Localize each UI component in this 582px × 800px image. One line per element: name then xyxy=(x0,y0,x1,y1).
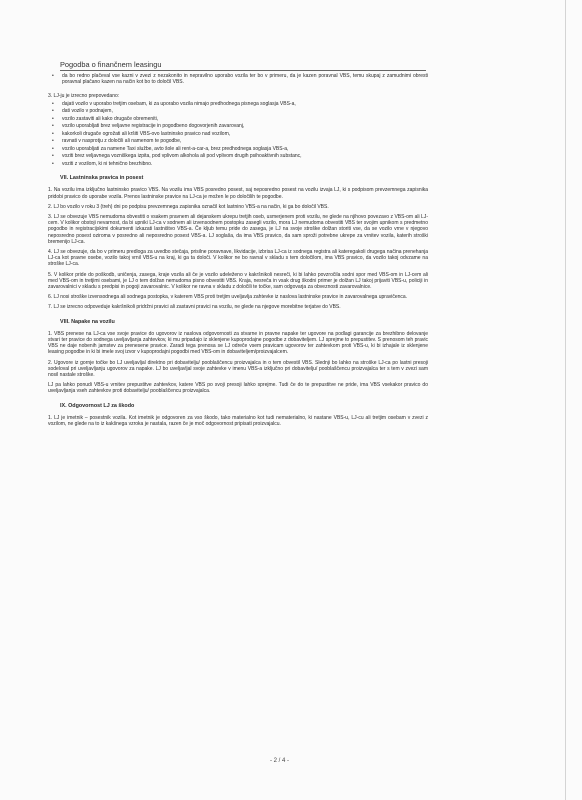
section-vii-paragraph: 1. Na vozilu ima izključno lastninsko pravico VBS. Na vozilu ima VBS posredno posest, saj neposredno posest na vozilu izvaja LJ, ki s podpisom prevzemnega zapisnika pridobi pravico do uporabe vozila. Prenos lastninske pravice na LJ-ca je možen le po določilih te pogodbe. xyxy=(48,187,428,200)
bullet-icon: • xyxy=(52,145,54,152)
page-number: - 2 / 4 - xyxy=(270,758,290,764)
list-item: • ravnati v nasprotju z določili ali namenom te pogodbe, xyxy=(52,138,182,145)
section-viii-title: VIII. Napake na vozilu xyxy=(60,318,115,325)
scan-edge-line xyxy=(565,0,566,800)
document-header-title: Pogodba o finančnem leasingu xyxy=(60,60,162,69)
section-vii-paragraph: 5. V kolikor pride do poškodb, uničenja, zasega, kraje vozila ali če je vozilo udeleženo v kakršnikoli nesreči, ki bi lahko povzročila sodni spor med VBS-om in LJ-cem ali med VBS-om in tretjimi osebami, je LJ o tem dolžan nemudoma pisno obvestiti VBS. Kraja, nesreča in vsak drug škodni primer je dolžan LJ takoj prijaviti VBS-u, policiji in zavarovalnici v skladu s predpisi in pogoji zavarovalnic. V kolikor ne ravna v skladu z določili te točke, sam odgovarja za obveznosti zavarovalnice. xyxy=(48,271,428,290)
bullet-icon: • xyxy=(52,115,54,122)
list-item: • dajati vozilo v uporabo tretjim osebam, ki za uporabo vozila nimajo predhodnega pisnega soglasja VBS-a, xyxy=(52,100,296,107)
section-viii-paragraph: 2. Ugovore iz gornje točke bo LJ uveljavljal direktno pri dobavitelju/ pooblaščencu proizvajalca in o tem obvestil VBS. Slednji bo lahko na stroške LJ-ca po lastni presoji sodeloval pri uveljavljanju ugovorov za napake. LJ bo uveljavljal svoje zahtevke v imenu VBS-a izključno pri dobavitelju/ pooblaščencu proizvajalca ter s tem v zvezi sam nosil nastale stroške. xyxy=(48,359,428,378)
bullet-icon: • xyxy=(52,123,54,130)
section-vii-paragraph: 3. LJ se obvezuje VBS nemudoma obvestiti o vsakem pravnem ali dejanskem ukrepu tretjih oseb, usmerjenem proti vozilu, ne glede na njihovo povezavo z VBS-om ali LJ-cem. V kolikor obstoji nevarnost, da bi upniki LJ-ca v sodnem ali izvensodnem postopku zasegli vozilo, mora LJ nemudoma obvestiti VBS ter svojim upnikom s predmetno pogodbo in registracijskimi dokumenti izkazati lastništvo VBS-a. Če kljub temu pride do zasega, je LJ na svoje stroške dolžan storiti vse, da se vozilo vrne v njegovo neposredno posest oziroma v posredno ali neposredno posest VBS-a. LJ soglaša, da ima VBS pravico, da sam sproži potrebne ukrepe za vrnitev vozila, katerih stroški bremenijo LJ-ca. xyxy=(48,213,428,245)
section-ix-title: IX. Odgovornost LJ za škodo xyxy=(60,402,135,409)
bullet-icon: • xyxy=(52,160,54,167)
bullet-icon: • xyxy=(52,108,54,115)
document-body xyxy=(48,73,428,431)
list-item: • dati vozilo v podnajem, xyxy=(52,108,113,115)
list-item: • voziti z vozilom, ki ni tehnično brezhibno. xyxy=(52,160,153,167)
bullet-icon: • xyxy=(52,153,54,160)
list-item: • vozilo uporabljati brez veljavne registracije in pogodbeno dogovorjenih zavarovanj, xyxy=(52,123,245,130)
section-ix-paragraph: 1. LJ je imetnik – posestnik vozila. Kot imetnik je odgovoren za vso škodo, tako materialno kot tudi nematerialno, ki nastane VBS-u, LJ-cu ali tretjim osebam v zvezi z vozilom, ne glede na to iz kakšnega vzroka je nastala, razen če je moč odgovornost pripisati proizvajalcu. xyxy=(48,414,428,427)
list-item: • vozilo uporabljati za namene Taxi službe, avto šole ali rent-a-car-a, brez predhodnega soglasja VBS-a, xyxy=(52,145,289,152)
list-item: • voziti brez veljavnega vozniškega izpita, pod vplivom alkohola ali pod vplivom drugih psihoaktivnih substanc, xyxy=(52,153,302,160)
section-viii-paragraph: LJ pa lahko ponudi VBS-u vrnitev prepustitve zahtevkov, katere VBS po svoji presoji lahko sprejme. Tudi če do te prepustitve ne pride, ima VBS vsekakor pravico do uveljavljanja vseh zahtevkov proti dobavitelju/ pooblaščencu proizvajalca. xyxy=(48,382,428,395)
header-rule xyxy=(60,70,426,71)
bullet-icon: • xyxy=(52,73,54,79)
section-vii-title: VII. Lastninska pravica in posest xyxy=(60,175,144,182)
section-vii-paragraph: 7. LJ se izrecno odpoveduje kakršnikoli pridržni pravici ali zastavni pravici na vozilu, ne glede na njegove morebitne terjatve do VBS. xyxy=(48,304,341,311)
section-vii-paragraph: 2. LJ bo vozilo v roku 3 (treh) dni po podpisu prevzemnega zapisnika označil kot lastnino VBS-a na način, ki ga bo določil VBS. xyxy=(48,203,329,210)
list-item: • vozilo zastaviti ali kako drugače obremeniti, xyxy=(52,115,159,122)
section-viii-paragraph: 1. VBS prenese na LJ-ca vse svoje pravice do ugovorov iz naslova odgovornosti za stvarne in pravne napake ter ugovore na podlagi garancije za brezhibno delovanje stvari ter pravice do sodnega uveljavljanja zahtevkov, ki mu pripadajo iz sklenjene kupoprodajne pogodbe z dobaviteljem. LJ sprejme to prepustitev. S prenosom teh pravic VBS ne daje nobenih jamstev za prenesene pravice. Zaradi tega prenosa se LJ odreče vsem pravicam ugovorov ter zahtevkom proti VBS-u, ki bi izhajale iz sklenjene leasing pogodbe in ki bi imele svoj izvor v kupoprodajni pogodbi med VBS-om in dobaviteljem/proizvajalcem. xyxy=(48,330,428,356)
bullet-icon: • xyxy=(52,100,54,107)
item-3-heading: 3. LJ-ju je izrecno prepovedano: xyxy=(48,92,120,99)
list-item: • da bo redno plačeval vse kazni v zvezi z nezakonito in nepravilno uporabo vozila ter bo v primeru, da je kazen poravnal VBS, temu skupaj z zamudnimi obresti poravnal plačano kazen na način kot bo to določil VBS. xyxy=(52,73,428,86)
bullet-icon: • xyxy=(52,130,54,137)
section-vii-paragraph: 4. LJ se obvezuje, da bo v primeru predloga za uvedbo stečaja, prisilne poravnave, likvidacije, izbrisa LJ-ca iz sodnega registra ali kateregakoli drugega načina prenehanja LJ-ca kot pravne osebe, vozilo takoj vrnil VBS-u na kraj, ki ga ta določi. V kolikor ne bo ravnal v skladu s tem določilom, ima VBS pravico, da vozilo takoj odvzame na stroške LJ-ca. xyxy=(48,248,428,268)
list-item: • kakorkoli drugače ogrožati ali kršiti VBS-ovo lastninsko pravico nad vozilom, xyxy=(52,130,231,137)
bullet-icon: • xyxy=(52,138,54,145)
section-vii-paragraph: 6. LJ nosi stroške izvensodnega ali sodnega postopka, v katerem VBS proti tretjim uveljavlja zahtevke iz naslova lastninske pravice in zavarovalnega upravičenca. xyxy=(48,294,408,301)
